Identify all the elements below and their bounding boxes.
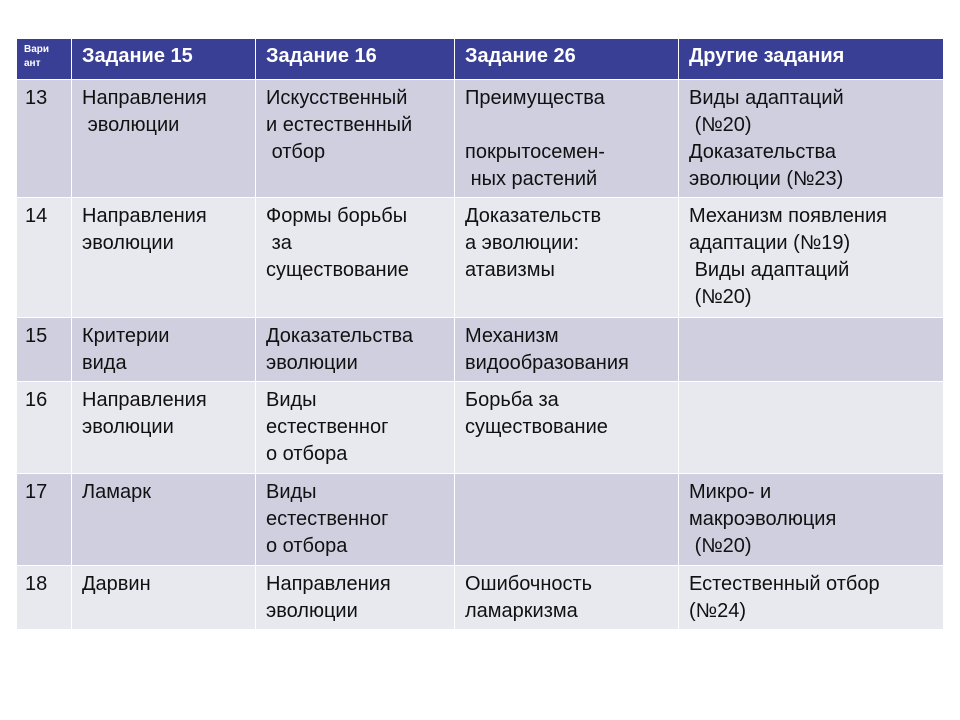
table-row [17,198,944,318]
task15-cell: Дарвин [72,566,256,630]
task26-cell [455,474,679,566]
table-row [17,318,944,382]
table-row [17,474,944,566]
header-task-15: Задание 15 [72,39,256,80]
variant-cell: 18 [17,566,72,630]
variant-cell: 15 [17,318,72,382]
variant-cell: 14 [17,198,72,318]
header-other-tasks: Другие задания [679,39,944,80]
task26-cell: Механизм видообразования [455,318,679,382]
task15-cell: Направления эволюции [72,198,256,318]
other-tasks-cell: Виды адаптаций (№20) Доказательства эволюции (№23) [679,80,944,198]
other-tasks-cell: Микро- и макроэволюция (№20) [679,474,944,566]
task16-cell: Направления эволюции [256,566,455,630]
task15-cell: Направления эволюции [72,382,256,474]
task15-cell: Направления эволюции [72,80,256,198]
task16-cell: Виды естественног о отбора [256,474,455,566]
assignments-table [16,38,944,630]
task16-cell: Формы борьбы за существование [256,198,455,318]
table-header-row [17,39,944,80]
variant-cell: 13 [17,80,72,198]
table-row [17,80,944,198]
task15-cell: Критерии вида [72,318,256,382]
other-tasks-cell [679,318,944,382]
task26-cell: Борьба за существование [455,382,679,474]
other-tasks-cell [679,382,944,474]
variant-cell: 17 [17,474,72,566]
other-tasks-cell: Механизм появления адаптации (№19) Виды адаптаций (№20) [679,198,944,318]
task16-cell: Искусственный и естественный отбор [256,80,455,198]
task16-cell: Виды естественног о отбора [256,382,455,474]
other-tasks-cell: Естественный отбор (№24) [679,566,944,630]
table-row [17,566,944,630]
header-variant: Вари ант [17,39,72,80]
task26-cell: Ошибочность ламаркизма [455,566,679,630]
header-task-16: Задание 16 [256,39,455,80]
task26-cell: Преимущества покрытосемен- ных растений [455,80,679,198]
table-row [17,382,944,474]
header-task-26: Задание 26 [455,39,679,80]
variant-cell: 16 [17,382,72,474]
task16-cell: Доказательства эволюции [256,318,455,382]
task26-cell: Доказательств а эволюции: атавизмы [455,198,679,318]
task15-cell: Ламарк [72,474,256,566]
